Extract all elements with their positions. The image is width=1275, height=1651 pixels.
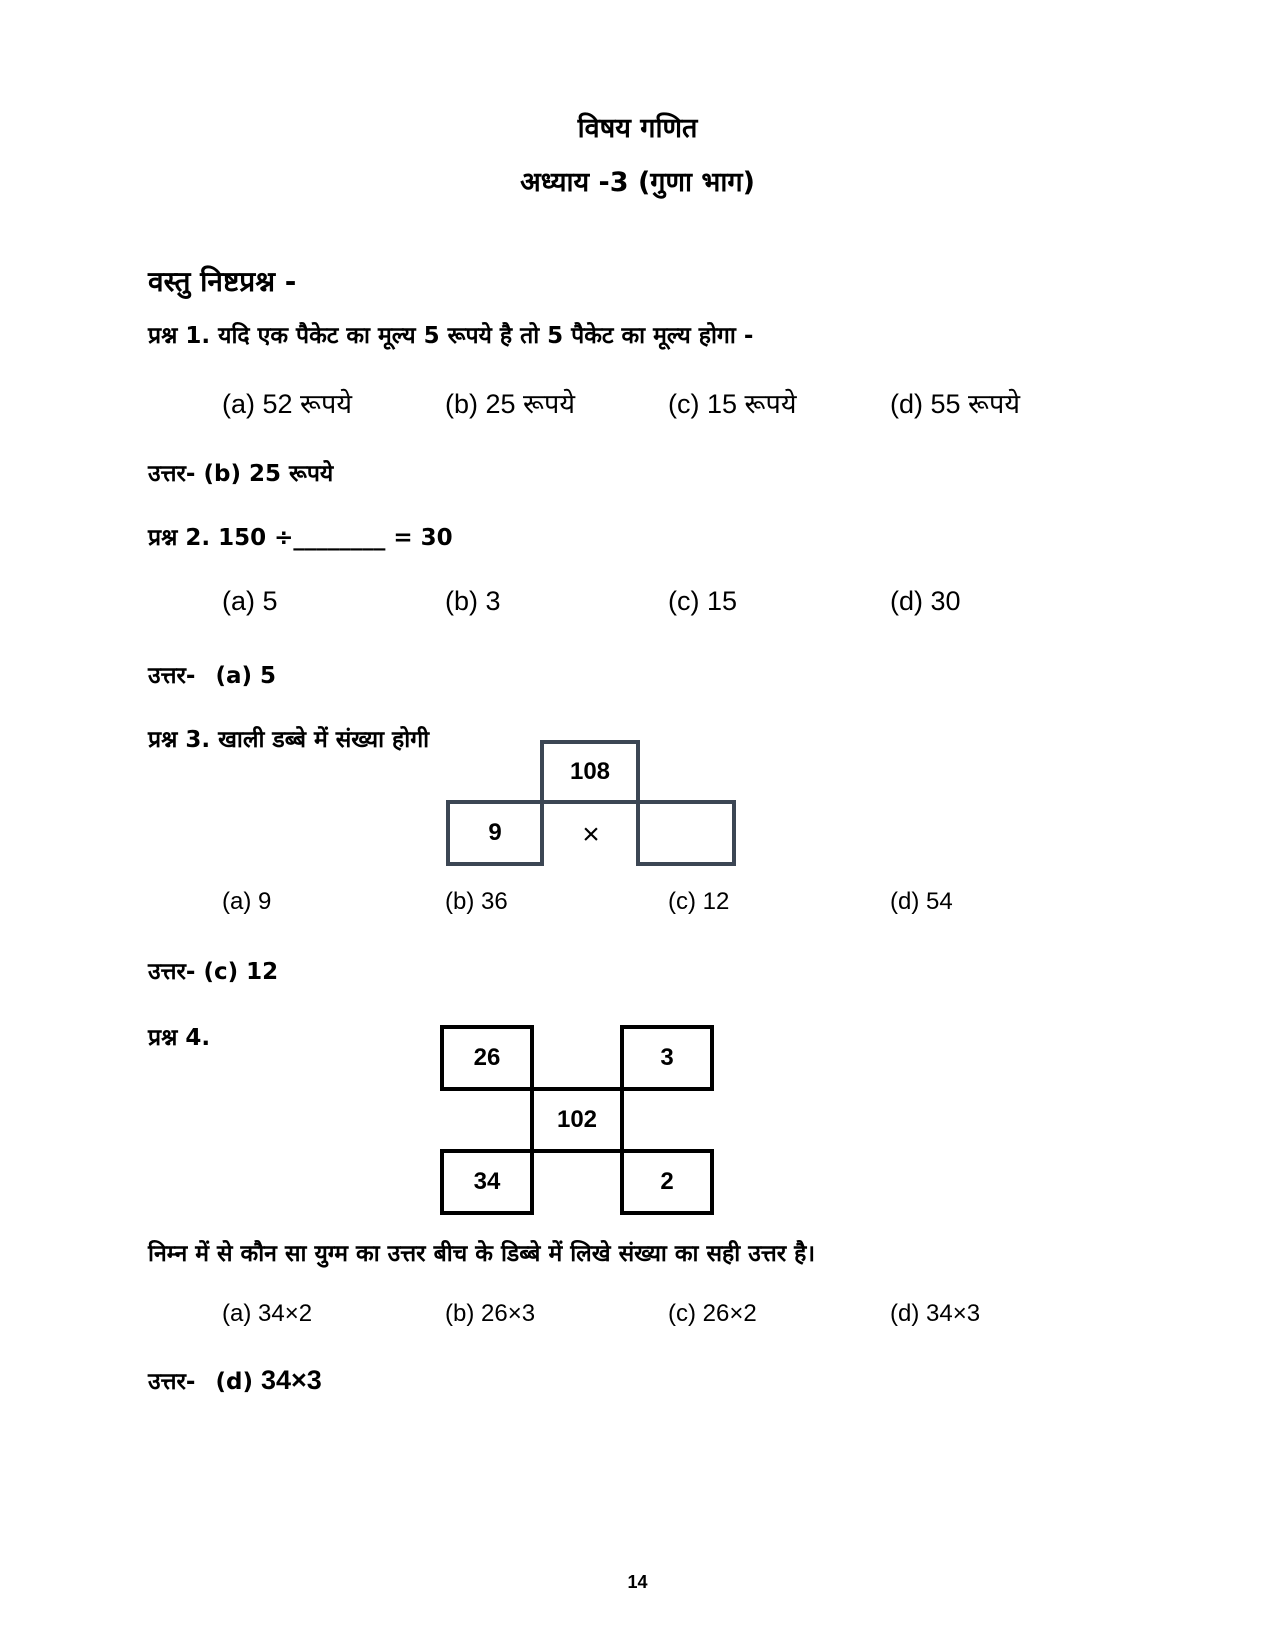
q1-option-c: (c) 15 रूपये (668, 389, 797, 419)
q4-option-b: (b) 26×3 (445, 1300, 536, 1327)
q3-answer-value: (c) 12 (203, 959, 279, 985)
question-2-text: प्रश्न 2. 150 ÷________ = 30 (148, 525, 453, 551)
q1-option-d: (d) 55 रूपये (890, 389, 1021, 419)
q2-answer (148, 658, 276, 690)
q3-multiply-sign: × (582, 818, 600, 851)
q4-option-d: (d) 34×3 (890, 1300, 981, 1327)
q2-option-b: (b) 3 (445, 586, 501, 616)
subject-heading: विषय गणित (577, 113, 698, 144)
section-title: वस्तु निष्टप्रश्न - (148, 265, 297, 298)
chapter-heading: अध्याय -3 (गुणा भाग) (520, 167, 755, 198)
q4-option-a: (a) 34×2 (222, 1300, 313, 1327)
q4-prompt: निम्न में से कौन सा युग्म का उत्तर बीच के डिब्बे में लिखे संख्या का सही उत्तर है। (148, 1241, 816, 1267)
q3-left-box: 9 (446, 800, 544, 866)
q1-answer-value: (b) 25 रूपये (203, 461, 334, 487)
q4-answer-label: उत्तर- (148, 1369, 196, 1395)
q2-answer-label: उत्तर- (148, 663, 196, 689)
q4-top-right-box: 3 (620, 1025, 714, 1091)
q4-bottom-right-box: 2 (620, 1149, 714, 1215)
q2-option-d: (d) 30 (890, 586, 961, 616)
q1-answer-label: उत्तर- (148, 461, 196, 487)
q4-center-box: 102 (530, 1087, 624, 1153)
q4-answer-value: 34×3 (260, 1365, 322, 1395)
q3-answer (148, 954, 278, 986)
q4-answer (148, 1364, 322, 1396)
q1-answer (148, 456, 333, 488)
q3-answer-label: उत्तर- (148, 959, 196, 985)
q3-option-a: (a) 9 (222, 888, 272, 915)
q4-option-c: (c) 26×2 (668, 1300, 757, 1327)
q4-bottom-left-box: 34 (440, 1149, 534, 1215)
question-3-text: प्रश्न 3. खाली डब्बे में संख्या होगी (148, 727, 430, 753)
question-4-text: प्रश्न 4. (148, 1025, 211, 1051)
question-1-text: प्रश्न 1. यदि एक पैकेट का मूल्य 5 रूपये है तो 5 पैकेट का मूल्य होगा - (148, 323, 754, 349)
q4-top-left-box: 26 (440, 1025, 534, 1091)
page-number: 14 (627, 1572, 648, 1592)
q3-option-b: (b) 36 (445, 888, 508, 915)
q1-option-a: (a) 52 रूपये (222, 389, 353, 419)
q4-answer-letter: (d) (215, 1369, 253, 1395)
q3-option-c: (c) 12 (668, 888, 730, 915)
q3-top-box: 108 (540, 740, 640, 804)
q2-option-c: (c) 15 (668, 586, 738, 616)
q2-option-a: (a) 5 (222, 586, 278, 616)
q1-option-b: (b) 25 रूपये (445, 389, 576, 419)
q2-answer-value: (a) 5 (215, 663, 277, 689)
q3-empty-box (636, 800, 736, 866)
q3-option-d: (d) 54 (890, 888, 953, 915)
